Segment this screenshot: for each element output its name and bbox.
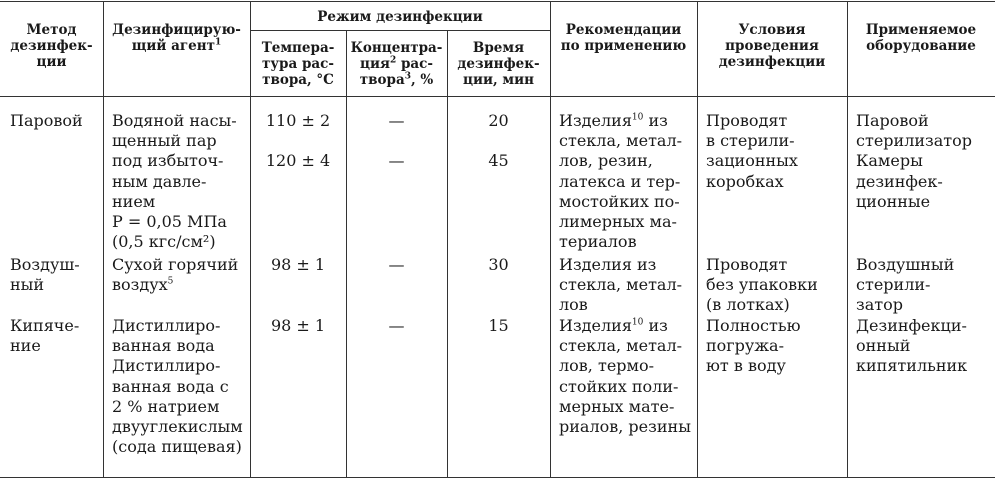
air-conditions: Проводят без упаковки (в лотках) xyxy=(706,255,818,315)
steam-temperature-2: 120 ± 4 xyxy=(265,151,331,170)
header-bottom-rule xyxy=(0,96,995,97)
boil-method: Кипяче- ние xyxy=(10,316,80,356)
header-conditions: Условия проведения дезинфекции xyxy=(718,22,826,70)
steam-agent: Водяной насы- щенный пар под избыточ- ным давле- нием Р = 0,05 МПа (0,5 кгс/см²) xyxy=(112,111,237,252)
column-divider xyxy=(697,1,698,477)
steam-time-1: 20 xyxy=(488,111,509,130)
boil-time: 15 xyxy=(488,316,509,335)
header-time: Время дезинфек- ции, мин xyxy=(457,40,540,88)
air-method: Воздуш- ный xyxy=(10,255,80,295)
air-time: 30 xyxy=(488,255,509,274)
boil-recommendations: Изделия$^{10}$ из стекла, метал- лов, термо- стойких поли- мерных мате- риалов, резины xyxy=(559,316,691,437)
steam-concentration-2: — xyxy=(388,151,405,170)
boil-concentration: — xyxy=(388,316,405,335)
table-bottom-rule xyxy=(0,477,995,478)
header-agent: Дезинфицирую- щий агент$^1$ xyxy=(112,22,241,54)
steam-time-2: 45 xyxy=(488,151,509,170)
header-equipment: Применяемое оборудование xyxy=(865,22,977,54)
steam-recommendations: Изделия$^{10}$ из стекла, метал- лов, резин, латекса и тер- мостойких по- лимерных ма- териалов xyxy=(559,111,683,252)
boil-agent: Дистиллиро- ванная вода Дистиллиро- ванная вода с 2 % натрием двууглекислым (сода пищевая) xyxy=(112,316,243,457)
header-regime: Режим дезинфекции xyxy=(317,9,483,25)
boil-equipment: Дезинфекци- онный кипятильник xyxy=(856,316,968,376)
boil-temperature: 98 ± 1 xyxy=(270,316,326,335)
header-method: Метод дезинфек- ции xyxy=(10,22,93,70)
steam-conditions: Проводят в стерили- зационных коробках xyxy=(706,111,798,191)
header-concentration: Концентра- ция$^2$ рас- твора$^3$, % xyxy=(350,40,443,88)
air-agent: Сухой горячий воздух$^5$ xyxy=(112,255,239,295)
column-divider xyxy=(447,30,448,477)
boil-conditions: Полностью погружа- ют в воду xyxy=(706,316,801,376)
table-top-rule xyxy=(0,1,995,2)
steam-method: Паровой xyxy=(10,111,83,130)
column-divider xyxy=(847,1,848,477)
air-concentration: — xyxy=(388,255,405,274)
air-equipment: Воздушный стерили- затор xyxy=(856,255,955,315)
column-divider xyxy=(346,30,347,477)
air-temperature: 98 ± 1 xyxy=(270,255,326,274)
header-temperature: Темпера- тура рас- твора, °С xyxy=(261,40,335,88)
column-divider xyxy=(103,1,104,477)
steam-temperature-1: 110 ± 2 xyxy=(265,111,331,130)
header-recommendations: Рекомендации по применению xyxy=(560,22,687,54)
air-recommendations: Изделия из стекла, метал- лов xyxy=(559,255,683,315)
steam-concentration-1: — xyxy=(388,111,405,130)
steam-equipment: Паровой стерилизатор Камеры дезинфек- ционные xyxy=(856,111,973,211)
regime-subheader-rule xyxy=(250,30,550,31)
column-divider xyxy=(550,1,551,477)
